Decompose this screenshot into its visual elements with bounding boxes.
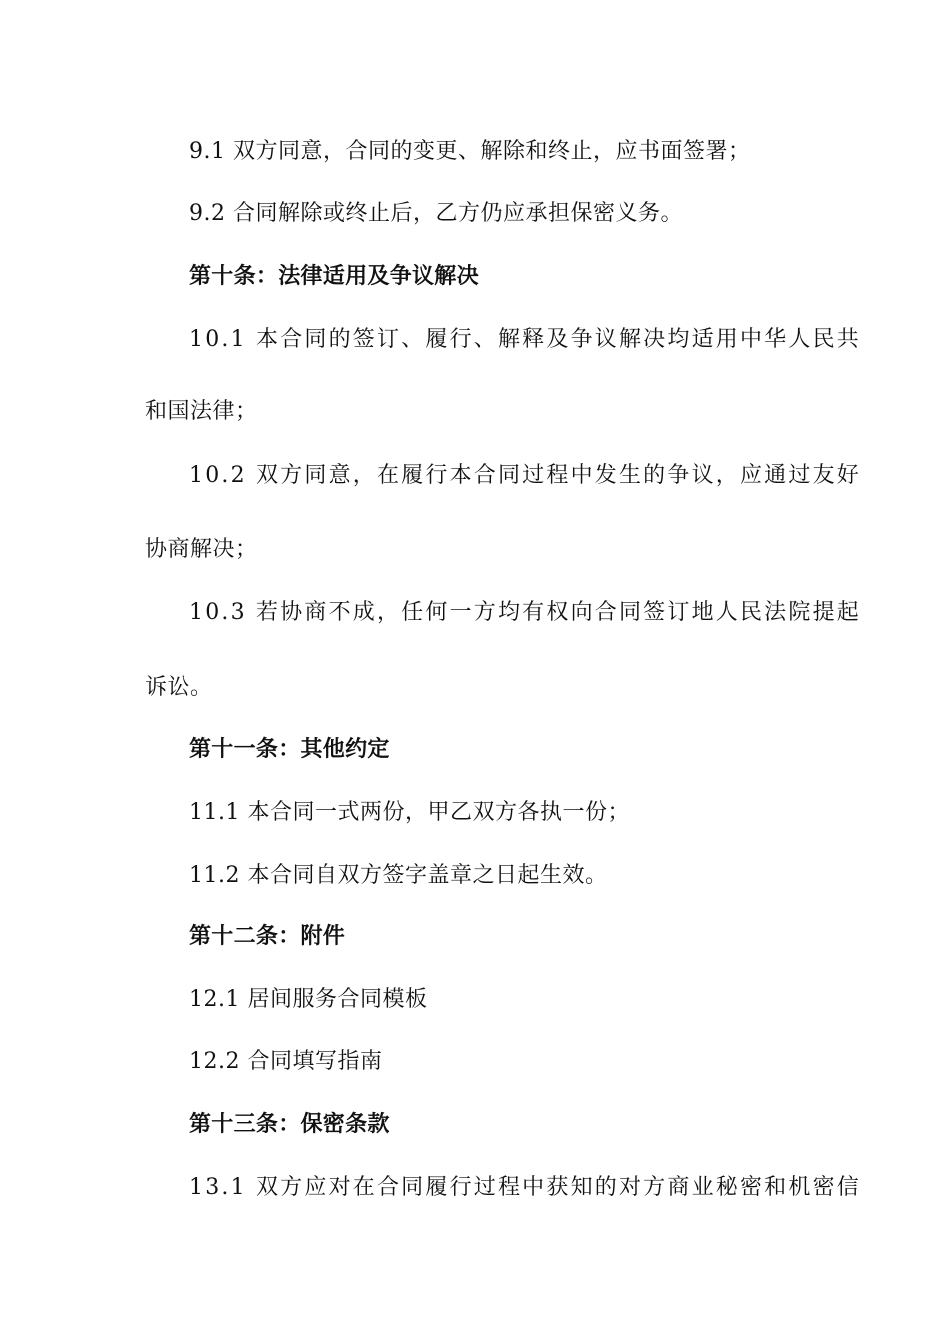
article-13-heading: 第十三条：保密条款 <box>189 1112 390 1137</box>
article-10-heading: 第十条：法律适用及争议解决 <box>189 264 479 289</box>
clause-9-1: 9.1 双方同意，合同的变更、解除和终止，应书面签署； <box>189 139 751 164</box>
clause-10-1-continued: 和国法律； <box>145 399 258 424</box>
clause-13-1: 13.1 双方应对在合同履行过程中获知的对方商业秘密和机密信 <box>189 1175 861 1200</box>
clause-10-3: 10.3 若协商不成，任何一方均有权向合同签订地人民法院提起 <box>189 600 861 625</box>
article-12-heading: 第十二条：附件 <box>189 924 346 949</box>
article-11-heading: 第十一条：其他约定 <box>189 737 390 762</box>
clause-11-1: 11.1 本合同一式两份，甲乙双方各执一份； <box>189 800 630 825</box>
clause-10-2-continued: 协商解决； <box>145 537 258 562</box>
clause-11-2: 11.2 本合同自双方签字盖章之日起生效。 <box>189 863 608 888</box>
clause-9-2: 9.2 合同解除或终止后，乙方仍应承担保密义务。 <box>189 201 683 226</box>
clause-12-2: 12.2 合同填写指南 <box>189 1049 383 1074</box>
clause-10-3-continued: 诉讼。 <box>145 675 213 700</box>
clause-12-1: 12.1 居间服务合同模板 <box>189 987 428 1012</box>
clause-10-2: 10.2 双方同意，在履行本合同过程中发生的争议，应通过友好 <box>189 463 861 488</box>
clause-10-1: 10.1 本合同的签订、履行、解释及争议解决均适用中华人民共 <box>189 327 861 352</box>
